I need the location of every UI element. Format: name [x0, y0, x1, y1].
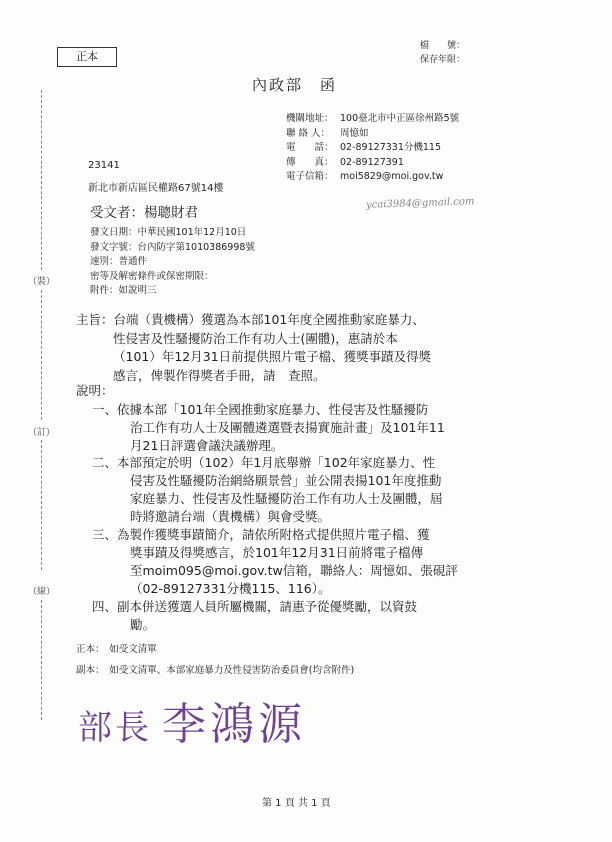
contact-line [286, 168, 443, 182]
meta-line: 速別：普通件 [90, 256, 148, 267]
contact-key: 機關地址： [286, 113, 334, 124]
subject-line: 主旨：台端（貴機構）獲選為本部101年度全國推動家庭暴力、 [76, 312, 425, 327]
explanation-line: 家庭暴力、性侵害及性騷擾防治工作有功人士及團體，屆 [130, 491, 443, 506]
contact-line [286, 154, 404, 168]
binding-line [41, 90, 42, 270]
explanation-line: 月21日評選會議決議辦理。 [130, 438, 284, 453]
contact-key: 聯 絡 人： [286, 127, 331, 139]
document-title: 內政部 函 [252, 76, 338, 94]
meta-line: 附件：如說明三 [90, 285, 157, 296]
contact-key: 電子信箱： [286, 171, 334, 182]
subject-line: 性侵害及性騷擾防治工作有功人士(團體)，惠請於本 [113, 330, 398, 346]
explanation-line: 三、為製作獲獎事蹟簡介，請依所附格式提供照片電子檔、獲 [92, 527, 430, 542]
original-to: 正本： 如受文清單 [76, 644, 157, 655]
meta-line: 密等及解密條件或保密期限： [90, 270, 214, 282]
subject-line: （101）年12月31日前提供照片電子檔、獲獎事蹟及得獎 [113, 349, 432, 364]
contact-value: 周憶如 [340, 127, 369, 139]
signature-seal [78, 688, 306, 752]
explanation-line: 四、副本併送獲選人員所屬機關，請惠予從優獎勵，以資鼓 [92, 599, 418, 614]
explanation-heading: 說明： [76, 383, 114, 398]
margin-mark-bind: （裝） [28, 277, 56, 287]
signature-name: 李鴻源 [162, 699, 306, 750]
contact-value: 02-89127391 [340, 156, 404, 168]
contact-key: 電 話： [286, 142, 334, 153]
contact-line [286, 125, 369, 139]
copy-to: 副本： 如受文清單、本部家庭暴力及性侵害防治委員會(均含附件) [76, 665, 355, 676]
margin-mark-line: （線） [28, 587, 56, 597]
contact-line [286, 110, 459, 124]
file-number-label: 檔 號： [420, 41, 466, 51]
explanation-line: 獎事蹟及得獎感言，於101年12月31日前將電子檔傳 [130, 545, 424, 560]
explanation-line: 勵。 [130, 617, 156, 632]
binding-line [41, 440, 42, 570]
explanation-line: 治工作有功人士及團體遴選暨表揚實施計畫」及101年11 [130, 420, 445, 435]
page-footer: 第 1 頁 共 1 頁 [262, 798, 331, 809]
explanation-line: 一、依據本部「101年全國推動家庭暴力、性侵害及性騷擾防 [92, 402, 429, 417]
explanation-line: （02-89127331分機115、116）。 [130, 581, 331, 596]
meta-line: 發文字號：台內防字第1010386998號 [90, 241, 255, 253]
subject-line: 感言，俾製作得獎者手冊，請 查照。 [113, 367, 326, 383]
recipient: 受文者：楊聰財君 [90, 205, 198, 221]
explanation-line: 時將邀請台端（貴機構）與會受獎。 [130, 509, 331, 524]
contact-value: moi5829@moi.gov.tw [340, 171, 444, 182]
original-copy-stamp: 正本 [57, 47, 117, 67]
signature-title: 部長 [78, 708, 152, 748]
contact-key: 傳 真： [286, 156, 334, 168]
margin-mark-staple: （訂） [28, 428, 56, 438]
explanation-line: 至moim095@moi.gov.tw信箱，聯絡人：周憶如、張硯評 [130, 563, 458, 578]
contact-value: 100臺北市中正區徐州路5號 [340, 113, 460, 124]
explanation-line: 侵害及性騷擾防治網絡願景營」並公開表揚101年度推動 [130, 473, 442, 488]
explanation-line: 二、本部預定於明（102）年1月底舉辦「102年家庭暴力、性 [92, 455, 436, 470]
retention-label: 保存年限： [420, 55, 466, 65]
handwritten-email: ycai3984@gmail.com [365, 196, 475, 211]
binding-line [41, 600, 42, 720]
contact-value: 02-89127331分機115 [340, 142, 442, 153]
postal-code: 23141 [88, 160, 120, 171]
meta-line: 發文日期：中華民國101年12月10日 [90, 227, 247, 238]
recipient-address: 新北市新店區民權路67號14樓 [88, 183, 224, 194]
contact-line [286, 139, 441, 153]
binding-line [41, 290, 42, 420]
